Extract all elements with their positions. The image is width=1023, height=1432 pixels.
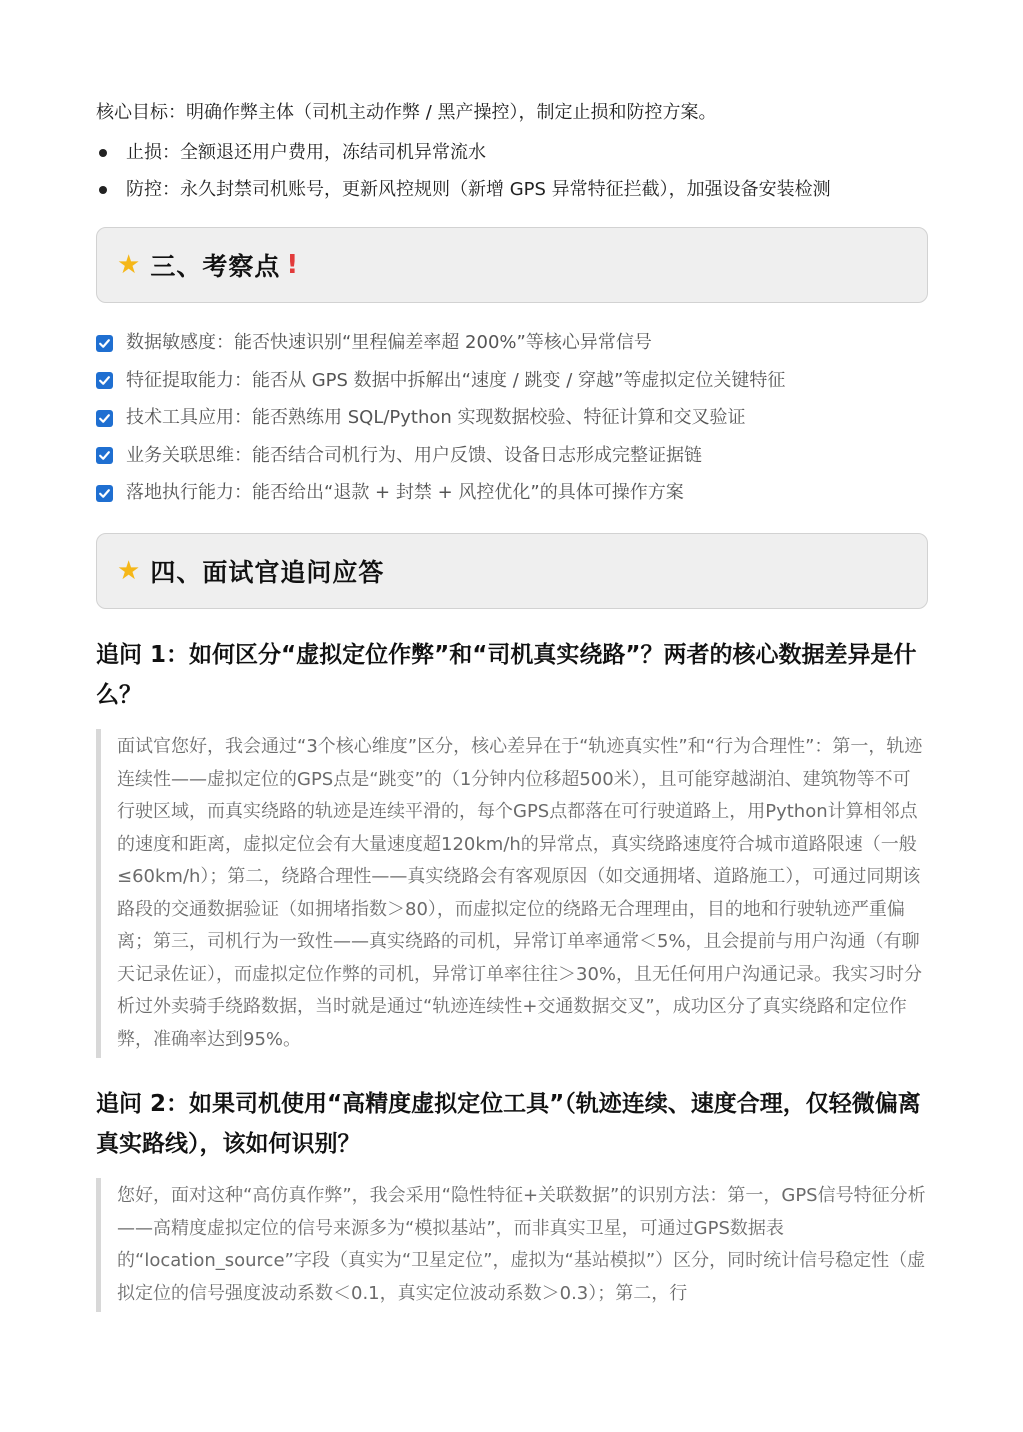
section-title: 三、考察点 bbox=[150, 252, 281, 281]
checklist-item bbox=[96, 479, 928, 507]
checkbox-checked-icon[interactable] bbox=[96, 335, 113, 352]
checklist-text: 业务关联思维：能否结合司机行为、用户反馈、设备日志形成完整证据链 bbox=[126, 444, 702, 466]
document-content bbox=[96, 98, 928, 1312]
star-icon: ★ bbox=[117, 556, 141, 586]
checklist bbox=[96, 329, 928, 507]
checklist-item bbox=[96, 329, 928, 357]
bullet-dot-icon bbox=[99, 186, 107, 194]
exclamation-icon: ! bbox=[286, 250, 299, 280]
checkbox-checked-icon[interactable] bbox=[96, 372, 113, 389]
checklist-text: 特征提取能力：能否从 GPS 数据中拆解出“速度 / 跳变 / 穿越”等虚拟定位关键特征 bbox=[126, 369, 786, 391]
checklist-text: 技术工具应用：能否熟练用 SQL/Python 实现数据校验、特征计算和交叉验证 bbox=[126, 407, 746, 428]
checkbox-checked-icon[interactable] bbox=[96, 485, 113, 502]
answer-2-quote: 您好，面对这种“高仿真作弊”，我会采用“隐性特征+关联数据”的识别方法：第一，GPS信号特征分析——高精度虚拟定位的信号来源多为“模拟基站”，而非真实卫星，可通过GPS数据表的“location_source”字段（真实为“卫星定位”，虚拟为“基站模拟”）区分，同时统计信号稳定性（虚拟定位的信号强度波动系数＜0.1，真实定位波动系数＞0.3）；第二，行 bbox=[96, 1178, 928, 1312]
bullet-text: 防控：永久封禁司机账号，更新风控规则（新增 GPS 异常特征拦截），加强设备安装检测 bbox=[126, 179, 831, 200]
star-icon: ★ bbox=[117, 250, 141, 280]
core-goal-text: 核心目标：明确作弊主体（司机主动作弊 / 黑产操控），制定止损和防控方案。 bbox=[96, 102, 717, 123]
checkbox-checked-icon[interactable] bbox=[96, 447, 113, 464]
checklist-item bbox=[96, 367, 928, 395]
bullet-dot-icon bbox=[99, 149, 107, 157]
checklist-text: 数据敏感度：能否快速识别“里程偏差率超 200%”等核心异常信号 bbox=[126, 332, 652, 353]
section-header-4 bbox=[96, 533, 928, 609]
bullet-text: 止损：全额退还用户费用，冻结司机异常流水 bbox=[126, 142, 486, 163]
section-title: 四、面试官追问应答 bbox=[150, 558, 385, 587]
question-2-heading: 追问 2：如果司机使用“高精度虚拟定位工具”（轨迹连续、速度合理，仅轻微偏离真实路线），该如何识别？ bbox=[96, 1091, 921, 1157]
question-1-heading: 追问 1：如何区分“虚拟定位作弊”和“司机真实绕路”？两者的核心数据差异是什么？ bbox=[96, 642, 917, 708]
answer-1-quote: 面试官您好，我会通过“3个核心维度”区分，核心差异在于“轨迹真实性”和“行为合理性”：第一，轨迹连续性——虚拟定位的GPS点是“跳变”的（1分钟内位移超500米），且可能穿越湖泊、建筑物等不可行驶区域，而真实绕路的轨迹是连续平滑的，每个GPS点都落在可行驶道路上，用Python计算相邻点的速度和距离，虚拟定位会有大量速度超120km/h的异常点，真实绕路速度符合城市道路限速（一般≤60km/h）；第二，绕路合理性——真实绕路会有客观原因（如交通拥堵、道路施工），可通过同期该路段的交通数据验证（如拥堵指数＞80），而虚拟定位的绕路无合理理由，目的地和行驶轨迹严重偏离；第三，司机行为一致性——真实绕路的司机，异常订单率通常＜5%，且会提前与用户沟通（有聊天记录佐证），而虚拟定位作弊的司机，异常订单率往往＞30%，且无任何用户沟通记录。我实习时分析过外卖骑手绕路数据，当时就是通过“轨迹连续性+交通数据交叉”，成功区分了真实绕路和定位作弊，准确率达到95%。 bbox=[96, 729, 928, 1058]
checklist-text: 落地执行能力：能否给出“退款 + 封禁 + 风控优化”的具体可操作方案 bbox=[126, 482, 684, 503]
checklist-item bbox=[96, 404, 928, 432]
section-header-3 bbox=[96, 227, 928, 303]
bullet-item bbox=[96, 175, 928, 205]
bullet-item bbox=[96, 138, 928, 168]
checklist-item bbox=[96, 442, 928, 470]
checkbox-checked-icon[interactable] bbox=[96, 410, 113, 427]
bullet-list bbox=[96, 138, 928, 205]
